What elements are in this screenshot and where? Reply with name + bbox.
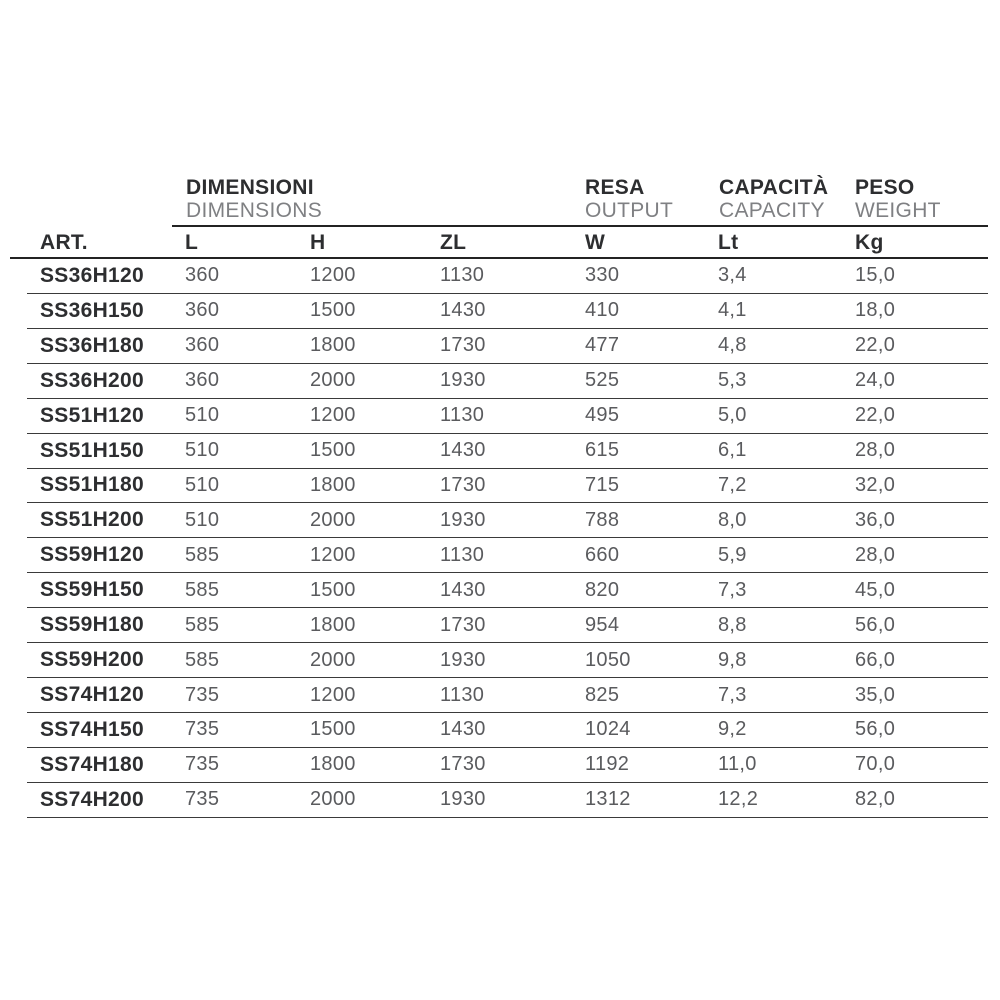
cell-l: 360	[185, 264, 220, 287]
cell-lt: 4,1	[718, 299, 747, 322]
cell-lt: 3,4	[718, 264, 747, 287]
cell-art: SS74H120	[40, 683, 144, 707]
column-header-zl: ZL	[440, 231, 467, 254]
cell-l: 585	[185, 578, 220, 601]
cell-w: 477	[585, 334, 620, 357]
group-title-en: DIMENSIONS	[186, 199, 323, 222]
cell-l: 585	[185, 543, 220, 566]
cell-w: 615	[585, 439, 620, 462]
cell-h: 2000	[310, 508, 356, 531]
cell-w: 1312	[585, 788, 631, 811]
cell-lt: 11,0	[718, 753, 757, 776]
cell-zl: 1130	[440, 683, 485, 706]
cell-art: SS36H180	[40, 333, 144, 357]
cell-lt: 6,1	[718, 439, 747, 462]
column-header-h: H	[310, 231, 326, 254]
cell-w: 1192	[585, 753, 630, 776]
cell-kg: 32,0	[855, 473, 896, 496]
cell-lt: 5,0	[718, 404, 747, 427]
group-header-capacity	[719, 176, 828, 222]
table-row	[27, 294, 988, 329]
group-title-en: OUTPUT	[585, 199, 674, 222]
cell-kg: 35,0	[855, 683, 896, 706]
table-row	[27, 573, 988, 608]
cell-w: 820	[585, 578, 620, 601]
cell-art: SS74H200	[40, 787, 144, 811]
cell-w: 525	[585, 369, 620, 392]
cell-kg: 56,0	[855, 718, 896, 741]
cell-lt: 9,2	[718, 718, 747, 741]
cell-h: 1200	[310, 404, 356, 427]
group-title-it: PESO	[855, 176, 915, 199]
cell-w: 825	[585, 683, 620, 706]
table-row	[27, 538, 988, 573]
cell-zl: 1430	[440, 718, 486, 741]
cell-w: 1024	[585, 718, 631, 741]
cell-kg: 15,0	[855, 264, 896, 287]
group-header-weight	[855, 176, 941, 222]
cell-l: 735	[185, 683, 220, 706]
table-row	[27, 399, 988, 434]
cell-w: 410	[585, 299, 620, 322]
cell-zl: 1930	[440, 788, 486, 811]
cell-art: SS36H200	[40, 368, 144, 392]
column-header-w: W	[585, 231, 606, 254]
cell-zl: 1730	[440, 473, 486, 496]
table-row	[27, 748, 988, 783]
cell-lt: 5,9	[718, 543, 747, 566]
table-row	[27, 259, 988, 294]
group-title-en: CAPACITY	[719, 199, 825, 222]
group-header-output	[585, 176, 673, 222]
cell-art: SS59H180	[40, 613, 144, 637]
group-header-dimensions	[186, 176, 322, 222]
cell-w: 660	[585, 543, 620, 566]
cell-l: 735	[185, 753, 220, 776]
cell-l: 510	[185, 439, 220, 462]
cell-art: SS36H120	[40, 263, 144, 287]
cell-art: SS74H150	[40, 717, 144, 741]
group-title-en: WEIGHT	[855, 199, 941, 222]
cell-kg: 18,0	[855, 299, 896, 322]
cell-art: SS59H120	[40, 543, 144, 567]
cell-h: 1200	[310, 264, 356, 287]
cell-lt: 4,8	[718, 334, 747, 357]
cell-lt: 8,0	[718, 508, 747, 531]
cell-l: 510	[185, 404, 220, 427]
cell-l: 360	[185, 369, 220, 392]
cell-h: 1500	[310, 299, 356, 322]
cell-kg: 70,0	[855, 753, 896, 776]
group-title-it: CAPACITÀ	[719, 176, 829, 199]
cell-h: 2000	[310, 648, 356, 671]
cell-h: 1200	[310, 543, 356, 566]
table-row	[27, 713, 988, 748]
cell-w: 715	[585, 473, 620, 496]
cell-zl: 1130	[440, 543, 485, 566]
cell-art: SS51H200	[40, 508, 144, 532]
table-row	[27, 783, 988, 818]
cell-h: 1800	[310, 334, 356, 357]
table-row	[27, 434, 988, 469]
cell-h: 1800	[310, 473, 356, 496]
cell-h: 1500	[310, 718, 356, 741]
cell-zl: 1930	[440, 508, 486, 531]
cell-lt: 12,2	[718, 788, 759, 811]
table-row	[27, 678, 988, 713]
cell-art: SS51H150	[40, 438, 144, 462]
cell-lt: 9,8	[718, 648, 747, 671]
table-row	[27, 608, 988, 643]
cell-zl: 1430	[440, 578, 486, 601]
cell-h: 1200	[310, 683, 356, 706]
table-row	[27, 643, 988, 678]
column-header-kg: Kg	[855, 231, 884, 254]
cell-l: 585	[185, 648, 220, 671]
column-header-lt: Lt	[718, 231, 739, 254]
cell-art: SS51H120	[40, 403, 144, 427]
group-header-rule	[172, 225, 988, 227]
cell-kg: 22,0	[855, 334, 896, 357]
cell-w: 330	[585, 264, 620, 287]
cell-kg: 45,0	[855, 578, 896, 601]
cell-l: 735	[185, 788, 220, 811]
cell-zl: 1430	[440, 299, 486, 322]
cell-zl: 1430	[440, 439, 486, 462]
table-body	[27, 259, 988, 818]
cell-art: SS74H180	[40, 752, 144, 776]
column-header-art: ART.	[40, 231, 88, 254]
group-title-it: DIMENSIONI	[186, 176, 314, 199]
cell-h: 1800	[310, 753, 356, 776]
cell-zl: 1930	[440, 648, 486, 671]
cell-zl: 1130	[440, 264, 485, 287]
cell-kg: 82,0	[855, 788, 896, 811]
group-title-it: RESA	[585, 176, 645, 199]
cell-h: 1500	[310, 439, 356, 462]
cell-art: SS59H150	[40, 578, 144, 602]
cell-zl: 1730	[440, 753, 486, 776]
cell-art: SS51H180	[40, 473, 144, 497]
cell-kg: 28,0	[855, 439, 896, 462]
cell-w: 1050	[585, 648, 631, 671]
cell-kg: 28,0	[855, 543, 896, 566]
cell-zl: 1930	[440, 369, 486, 392]
cell-h: 1800	[310, 613, 356, 636]
cell-kg: 56,0	[855, 613, 896, 636]
cell-kg: 66,0	[855, 648, 896, 671]
cell-w: 495	[585, 404, 620, 427]
cell-art: SS36H150	[40, 298, 144, 322]
column-header-row	[27, 230, 988, 256]
cell-l: 510	[185, 473, 220, 496]
table-row	[27, 329, 988, 364]
table-row	[27, 364, 988, 399]
cell-l: 735	[185, 718, 220, 741]
cell-zl: 1730	[440, 334, 486, 357]
cell-l: 360	[185, 334, 220, 357]
cell-lt: 7,3	[718, 683, 747, 706]
cell-w: 788	[585, 508, 620, 531]
cell-l: 585	[185, 613, 220, 636]
cell-l: 510	[185, 508, 220, 531]
cell-kg: 36,0	[855, 508, 896, 531]
cell-h: 1500	[310, 578, 356, 601]
cell-lt: 7,3	[718, 578, 747, 601]
cell-w: 954	[585, 613, 620, 636]
cell-l: 360	[185, 299, 220, 322]
table-row	[27, 503, 988, 538]
column-header-l: L	[185, 231, 199, 254]
cell-zl: 1130	[440, 404, 485, 427]
table-row	[27, 469, 988, 504]
cell-kg: 24,0	[855, 369, 896, 392]
cell-lt: 5,3	[718, 369, 747, 392]
cell-h: 2000	[310, 369, 356, 392]
cell-lt: 7,2	[718, 473, 747, 496]
cell-kg: 22,0	[855, 404, 896, 427]
cell-art: SS59H200	[40, 648, 144, 672]
cell-lt: 8,8	[718, 613, 747, 636]
cell-h: 2000	[310, 788, 356, 811]
cell-zl: 1730	[440, 613, 486, 636]
